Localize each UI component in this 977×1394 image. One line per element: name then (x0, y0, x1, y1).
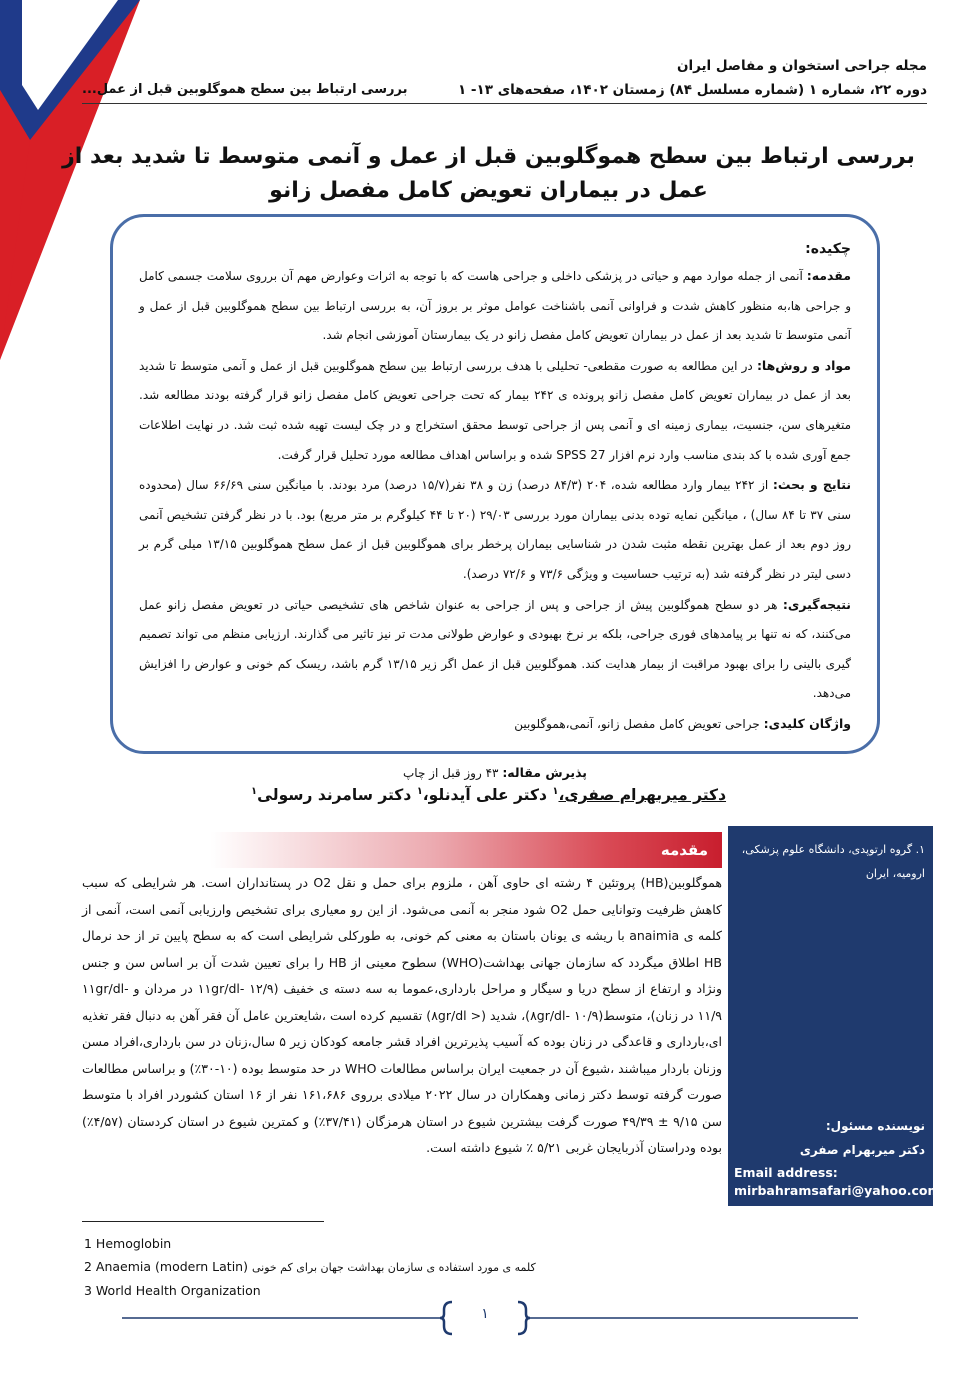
corresponding-author (736, 1114, 925, 1162)
footnote-2-en: 2 Anaemia (modern Latin) (84, 1259, 248, 1274)
email-address[interactable]: mirbahramsafari@yahoo.com (734, 1183, 941, 1198)
acceptance-label: پذیرش مقاله: (502, 764, 587, 780)
author-1-affil: ۱ (552, 786, 559, 797)
abstract-keywords (139, 709, 851, 740)
footnotes (84, 1232, 724, 1302)
author-sidebar (728, 826, 941, 1206)
abstract-conclusion (139, 590, 851, 709)
email-label: Email address: (734, 1165, 838, 1180)
header-rule (82, 103, 927, 104)
methods-text: در این مطالعه به صورت مقطعی- تحلیلی با هدف بررسی ارتباط بین سطح هموگلوبین قبل از عمل و آنمی متوسط تا شدید بعد از عمل در بیماران تعویض کامل مفصل زانو پرونده ی ۲۴۲ بیمار که تحت جراحی تعویض کامل مفصل زانو قرار گرفته بودند مطالعه شد. متغیرهای سن، جنسیت، بیماری زمینه ای و آنمی پس از جراحی توسط محقق استخراج و در چک لیست تهیه شده ثبت شد. در نهایت اطلاعات جمع آوری شده با کد بندی مناسب وارد نرم افزار SPSS 27 شده و براساس اهداف مطالعه مورد تحلیل قرار گرفت. (139, 358, 851, 462)
abstract-results (139, 470, 851, 589)
email-block (734, 1164, 941, 1200)
corresponding-name: دکتر میربهرام صفری (799, 1143, 925, 1157)
footnote-rule (82, 1221, 324, 1222)
keywords-label: واژگان کلیدی: (763, 715, 851, 731)
introduction-heading: مقدمه (82, 832, 722, 868)
results-label: نتایج و بحث: (772, 477, 852, 493)
abstract-heading: چکیده: (805, 241, 851, 257)
author-2: دکتر علی آیدنلو، (422, 786, 547, 805)
page-number: ۱ (481, 1306, 489, 1322)
abstract-methods (139, 351, 851, 470)
journal-name: مجله جراحی استخوان و مفاصل ایران (676, 58, 927, 74)
footnote-1: 1 Hemoglobin (84, 1236, 172, 1251)
introduction-paragraph: هموگلوبین(HB) پروتئین ۴ رشته ای حاوی آهن ، ملزوم برای حمل و نقل O2 در پستانداران است. هر شرایطی که سبب کاهش ظرفیت وتوانایی حمل O2 شود منجر به آنمی می‌شود. از این رو معیاری برای تشخیص وارزیابی آنمی است، آنمی از کلمه ی anaimia با ریشه ی یونان باستان به معنی کم خونی، به طورکلی شرایطی است که به سطح پایین تر از حد نرمال HB اطلاق میگردد که سازمان جهانی بهداشت(WHO) سطوح معینی از HB را برای تعیین شدت آن بر اساس سن و جنس ونژاد و ارتفاع از سطح دریا و سیگار و مراحل بارداری،عموما به سه دسته ی خفیف (۱۱gr/dl- ۱۲/۹ در مردان و ۱۱gr/dl- ۱۱/۹ در زنان)، متوسط(۸gr/dl- ۱۰/۹)، شدید (< ۸gr/dl) تقسیم کرده است ،شایعترین عامل آن فقر آهن به دنبال فقر تغذیه ای،بارداری و قاعدگی در زنان بوده که آسیب پذیرترین افراد قشر جامعه کودکان زیر ۵ سال،زنان در سن بارداری،افراد مسن وزنان باردار میباشند ،شیوع آن در جمعیت ایران براساس مطالعات WHO در حد متوسط بوده (۱۰-۳۰٪) و براساس مطالعات صورت گرفته توسط دکتر زمانی وهمکاران در سال ۲۰۲۲ میلادی برروی ۱۶۱،۶۸۶ نفر از ۱۶ استان کشوردر افراد با متوسط سن ۹/۱۵ ± ۴۹/۳۹ صورت گرفت بیشترین شیوع در استان هرمزگان (۳۷/۴۱٪) و کمترین شیوع در استان کردستان (۴/۵۷٪) بوده ودراستان آذربایجان غربی ۵/۲۱ ٪ شیوع داشته است. (82, 875, 723, 1155)
footnote-2 (84, 1255, 724, 1279)
corresponding-label: نویسنده مسئول: (825, 1119, 925, 1133)
abstract-box (110, 214, 880, 780)
abstract-introduction (139, 261, 851, 351)
keywords-text: جراحی تعویض کامل مفصل زانو، آنمی،هموگلوبین (514, 716, 764, 731)
results-text: از ۲۴۲ بیمار وارد مطالعه شده، ۲۰۴ (۸۴/۳ درصد) زن و ۳۸ نفر(۱۵/۷ درصد) مرد بودند. با میانگین سنی ۶۶/۶۹ سال (محدوده سنی ۳۷ تا ۸۴ سال) ، میانگین نمایه توده بدنی بیماران مورد بررسی ۲۹/۰۳ (۲۰ تا ۴۴ کیلوگرم بر متر مربع) بود. با در نظر گرفتن تشخیص آنمی روز دوم بعد از عمل بهترین نقطه مثبت شدن در شناسایی بیماران پرخطر برای هموگلوبین قبل از عمل سطح هموگلوبین ۱۳/۱۵ میلی گرم بر دسی لیتر در نظر گرفته شد (به ترتیب حساسیت و ویژگی ۷۳/۶ و ۷۲/۶ درصد). (139, 478, 852, 581)
author-list (0, 786, 977, 804)
affiliation: ۱. گروه ارتوپدی، دانشگاه علوم پزشکی، ارومیه، ایران (741, 843, 925, 880)
conclusion-text: هر دو سطح هموگلوبین پیش از جراحی و پس از جراحی به عنوان شاخص های تشخیصی حیاتی در تعویض مفصل زانو عمل می‌کنند، که نه تنها بر پیامدهای فوری جراحی، بلکه بر نرخ بهبودی و عوارض طولانی مدت تر نیز تاثیر می گذارند. ارزیابی منظم می تواند تصمیم گیری بالینی را برای بهبود مراقبت از بیمار هدایت کند. هموگلوبین قبل از عمل اگر زیر ۱۳/۱۵ گرم باشد، ریسک کم خونی و عوارض را افزایش می‌دهد. (139, 597, 851, 701)
running-title: بررسی ارتباط بین سطح هموگلوبین قبل از عمل... (82, 82, 408, 97)
acceptance-note (139, 758, 851, 789)
footnote-2-fa: کلمه ی مورد استفاده ی سازمان بهداشت جهان برای کم خونی (251, 1261, 536, 1274)
intro-text: آنمی از جمله موارد مهم و حیاتی در پزشکی داخلی و جراحی هاست که با توجه به اثرات وعوارض مهم آن برروی سلامت جسمی کامل و جراحی ها،به منظور کاهش شدت و فراوانی آنمی باشناخت عوامل موثر بر بروز آن، به بررسی ارتباط بین سطح هموگلوبین قبل از عمل و آنمی متوسط تا شدید بعد از عمل در بیماران تعویض کامل مفصل زانو در یک بیمارستان آموزشی انجام شد. (139, 269, 851, 343)
issue-info: دوره ۲۲، شماره ۱ (شماره مسلسل ۸۴) زمستان ۱۴۰۲، صفحه‌های ۱۳- ۱ (457, 82, 927, 98)
author-3-affil: ۱ (250, 786, 258, 797)
article-title: بررسی ارتباط بین سطح هموگلوبین قبل از عمل و آنمی متوسط تا شدید بعد از عمل در بیماران تعویض کامل مفصل زانو (62, 144, 915, 203)
author-2-affil: ۱ (416, 786, 423, 797)
footnote-3: 3 World Health Organization (84, 1283, 261, 1298)
author-1: دکتر میربهرام صفری، (558, 786, 727, 805)
conclusion-label: نتیجه‌گیری: (782, 596, 851, 612)
acceptance-text: ۴۳ روز قبل از چاپ (403, 765, 503, 780)
author-3: دکتر سامرند رسولی (257, 786, 412, 805)
intro-label: مقدمه: (806, 268, 851, 283)
methods-label: مواد و روش‌ها: (756, 357, 851, 373)
